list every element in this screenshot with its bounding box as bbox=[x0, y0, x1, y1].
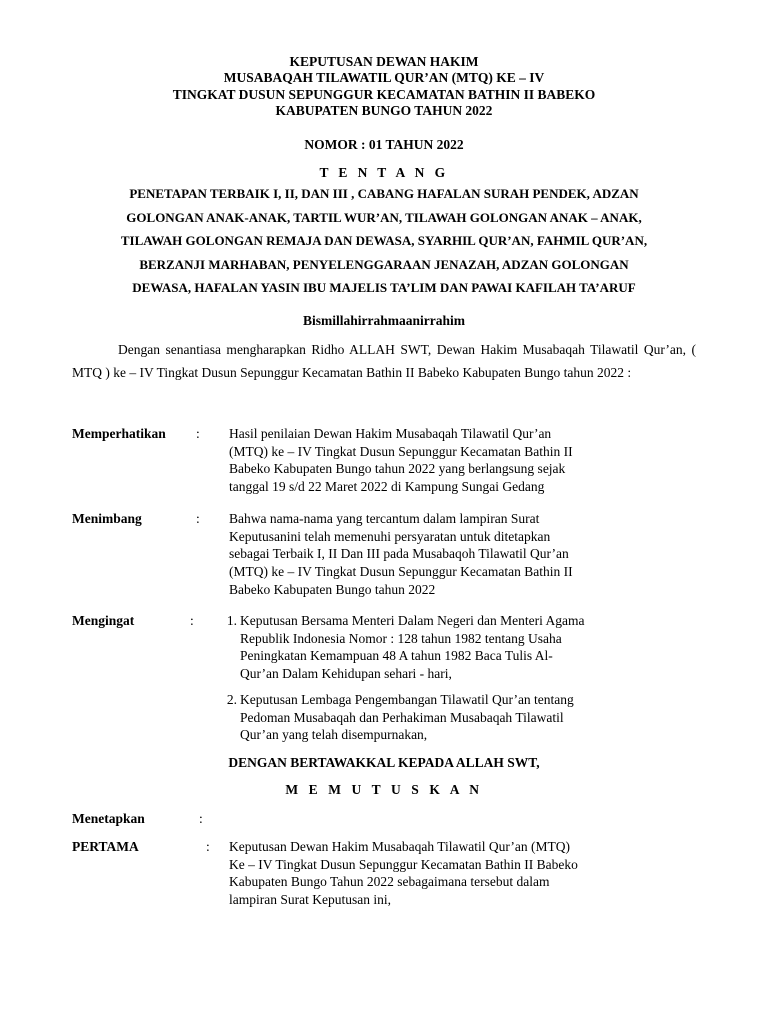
body-line: Hasil penilaian Dewan Hakim Musabaqah Tilawatil Qur’an bbox=[229, 426, 552, 441]
title-line-4: KABUPATEN BUNGO TAHUN 2022 bbox=[275, 102, 493, 118]
section-colon: : bbox=[190, 613, 194, 628]
section-label: Memperhatikan bbox=[72, 426, 166, 441]
title-line-2: MUSABAQAH TILAWATIL QUR’AN (MTQ) KE – IV bbox=[223, 70, 545, 86]
body-line: Babeko Kabupaten Bungo tahun 2022 yang berlangsung sejak bbox=[229, 461, 566, 477]
section-body bbox=[229, 425, 698, 496]
body-line: Ke – IV Tingkat Dusun Sepunggur Kecamatan Bathin II Babeko bbox=[229, 856, 578, 872]
tentang-heading: T E N T A N G bbox=[319, 165, 449, 180]
subject-line-4: BERZANJI MARHABAN, PENYELENGGARAAN JENAZAH, ADZAN GOLONGAN bbox=[139, 256, 629, 272]
subject-line-5: DEWASA, HAFALAN YASIN IBU MAJELIS TA’LIM DAN PAWAI KAFILAH TA’ARUF bbox=[132, 280, 636, 295]
body-line: (MTQ) ke – IV Tingkat Dusun Sepunggur Kecamatan Bathin II bbox=[229, 443, 573, 459]
body-line: (MTQ) ke – IV Tingkat Dusun Sepunggur Kecamatan Bathin II bbox=[229, 564, 573, 580]
subject-line-3: TILAWAH GOLONGAN REMAJA DAN DEWASA, SYARHIL QUR’AN, FAHMIL QUR’AN, bbox=[120, 233, 648, 248]
subject-line-1: PENETAPAN TERBAIK I, II, DAN III , CABANG HAFALAN SURAH PENDEK, ADZAN bbox=[129, 186, 639, 201]
title-line-3: TINGKAT DUSUN SEPUNGGUR KECAMATAN BATHIN II BABEKO bbox=[172, 86, 596, 102]
section-label: Menimbang bbox=[72, 511, 142, 526]
body-line: sebagai Terbaik I, II Dan III pada Musabaqoh Tilawatil Qur’an bbox=[229, 546, 569, 562]
list-item bbox=[240, 612, 698, 683]
section-colon: : bbox=[196, 511, 200, 526]
list-item bbox=[240, 691, 698, 744]
item-line: Keputusan Lembaga Pengembangan Tilawatil Qur’an tentang bbox=[240, 692, 574, 707]
item-line: Keputusan Bersama Menteri Dalam Negeri dan Menteri Agama bbox=[240, 613, 585, 628]
body-line: tanggal 19 s/d 22 Maret 2022 di Kampung Sungai Gedang bbox=[229, 479, 545, 495]
document-title bbox=[60, 54, 708, 119]
body-line: lampiran Surat Keputusan ini, bbox=[229, 892, 391, 908]
item-line: Peningkatan Kemampuan 48 A tahun 1982 Baca Tulis Al- bbox=[240, 648, 553, 664]
body-line: Babeko Kabupaten Bungo tahun 2022 bbox=[229, 581, 436, 597]
list-number: 2. bbox=[226, 692, 237, 707]
body-line: Kabupaten Bungo Tahun 2022 sebagaimana tersebut dalam bbox=[229, 874, 550, 890]
intro-paragraph: Dengan senantiasa mengharapkan Ridho ALLAH SWT, Dewan Hakim Musabaqah Tilawatil Qur’an, ( MTQ ) ke – IV Tingkat Dusun Sepunggur Kecamatan Bathin II Babeko Kabupaten Bungo tahun 2022 : bbox=[72, 342, 696, 380]
decree-subject bbox=[40, 182, 728, 300]
section-colon: : bbox=[199, 811, 203, 826]
bertawakkal-heading: DENGAN BERTAWAKKAL KEPADA ALLAH SWT, bbox=[228, 755, 540, 770]
item-line: Republik Indonesia Nomor : 128 tahun 1982 tentang Usaha bbox=[240, 630, 562, 646]
subject-line-2: GOLONGAN ANAK-ANAK, TARTIL WUR’AN, TILAWAH GOLONGAN ANAK – ANAK, bbox=[126, 209, 642, 225]
list-number: 1. bbox=[226, 613, 237, 628]
body-line: Keputusan Dewan Hakim Musabaqah Tilawatil Qur’an (MTQ) bbox=[229, 839, 570, 854]
item-line: Qur’an Dalam Kehidupan sehari - hari, bbox=[240, 666, 452, 682]
body-line: Bahwa nama-nama yang tercantum dalam lampiran Surat bbox=[229, 511, 540, 526]
section-body bbox=[229, 510, 698, 599]
body-line: Keputusanini telah memenuhi persyaratan untuk ditetapkan bbox=[229, 528, 551, 544]
section-body bbox=[229, 838, 698, 909]
decree-number: NOMOR : 01 TAHUN 2022 bbox=[304, 137, 464, 152]
item-line: Qur’an yang telah disempurnakan, bbox=[240, 727, 428, 743]
section-colon: : bbox=[196, 426, 200, 441]
title-line-1: KEPUTUSAN DEWAN HAKIM bbox=[289, 54, 479, 69]
section-label: Menetapkan bbox=[72, 811, 145, 826]
section-label: PERTAMA bbox=[72, 839, 139, 854]
memutuskan-heading: M E M U T U S K A N bbox=[285, 782, 483, 797]
section-label: Mengingat bbox=[72, 613, 135, 628]
bismillah: Bismillahirrahmaanirrahim bbox=[303, 313, 465, 328]
section-colon: : bbox=[206, 839, 210, 854]
item-line: Pedoman Musabaqah dan Perhakiman Musabaqah Tilawatil bbox=[240, 709, 564, 725]
